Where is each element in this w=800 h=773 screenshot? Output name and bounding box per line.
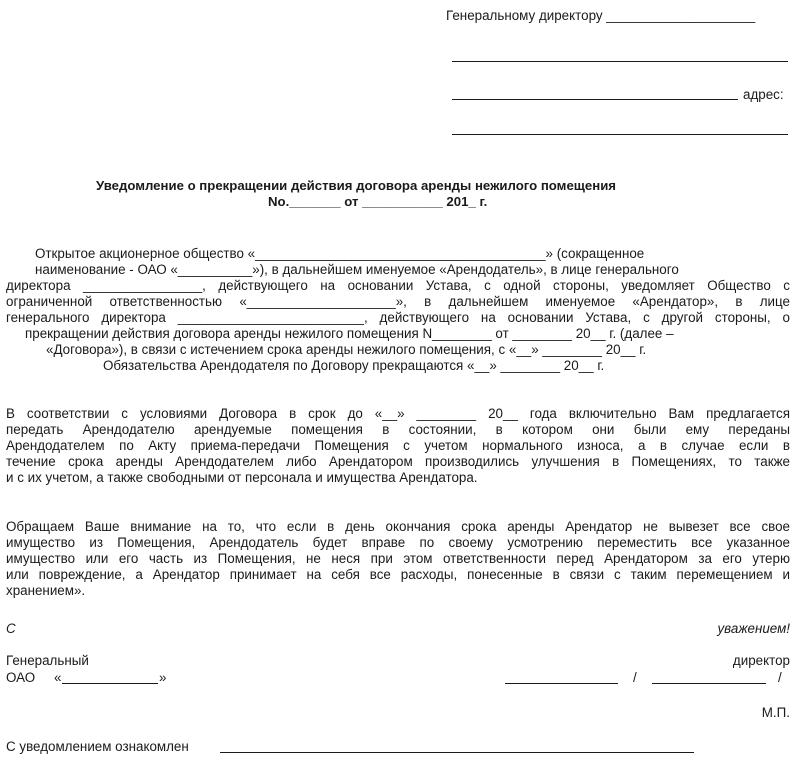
text-line: передать Арендодателю арендуемые помещения в состоянии, в котором они были ему переданы (6, 422, 790, 437)
addressee-label: Генеральному директору ____________________ (446, 8, 756, 23)
text-line: Обращаем Ваше внимание на то, что если в день окончания срока аренды Арендатор не вывезет все свое (6, 519, 790, 534)
acknowledged-line[interactable] (220, 752, 694, 753)
text-line: прекращении действия договора аренды нежилого помещения N________ от ________ 20__ г. (далее – (25, 326, 674, 341)
closing-respect: уважением! (717, 621, 790, 636)
signature-line[interactable] (505, 683, 618, 684)
company-abbr: ОАО (6, 670, 36, 685)
text-line: или повреждение, а Арендатор принимает на себя все расходы, понесенные в связи с таким перемещением и (6, 567, 790, 582)
address-line-2[interactable] (452, 134, 788, 135)
text-line: Обязательства Арендодателя по Договору прекращаются «__» ________ 20__ г. (103, 358, 605, 373)
address-label: адрес: (743, 87, 784, 102)
document-title: Уведомление о прекращении действия договора аренды нежилого помещения (96, 178, 617, 193)
text-line: генерального директора _________________________, действующего на основании Устава, с другой стороны, о (6, 310, 790, 325)
text-line: директора ________________, действующего на основании Устава, с одной стороны, уведомляет Общество с (6, 278, 790, 293)
signer-title-general: Генеральный (6, 653, 89, 668)
closing-with: С (6, 621, 16, 636)
address-line[interactable] (452, 99, 738, 100)
text-line: имущество или его часть из Помещения, не неся при этом ответственности перед Арендатором за его утерю (6, 551, 790, 566)
text-line: течение срока аренды Арендодателем либо Арендатором производились улучшения в Помещениях, то также (6, 454, 790, 469)
text-line: и с их учетом, а также свободными от персонала и имущества Арендатора. (6, 470, 478, 485)
quote-close: » (159, 670, 167, 685)
document-number-line: No._______ от ___________ 201_ г. (268, 194, 488, 209)
text-line: хранением». (6, 583, 86, 598)
signature-separator-2: / (778, 670, 782, 685)
text-line: В соответствии с условиями Договора в срок до «__» ________ 20__ года включительно Вам предлагается (6, 406, 790, 421)
quote-open: « (54, 670, 62, 685)
acknowledged-label: С уведомлением ознакомлен (6, 739, 189, 754)
signature-separator: / (633, 670, 637, 685)
addressee-line-2[interactable] (452, 61, 788, 62)
text-line: «Договора»), в связи с истечением срока аренды нежилого помещения, с «__» ________ 20__ г. (46, 342, 647, 357)
signature-name-line[interactable] (652, 683, 766, 684)
company-name-line[interactable] (62, 683, 158, 684)
text-line: имущество из Помещения, Арендодатель будет вправе по своему усмотрению переместить все указанное (6, 535, 790, 550)
text-line: Открытое акционерное общество «_______________________________________» (сокращенное (35, 246, 645, 261)
text-line: ограниченной ответственностью «____________________», в дальнейшем именуемое «Арендатор», в лице (6, 294, 790, 309)
stamp-label: М.П. (761, 705, 790, 720)
text-line: наименование - ОАО «__________»), в дальнейшем именуемое «Арендодатель», в лице генерального (35, 262, 679, 277)
text-line: Арендодателем по Акту приема-передачи Помещения с учетом нормального износа, а в случае если в (6, 438, 790, 453)
signer-title-director: директор (732, 653, 790, 668)
